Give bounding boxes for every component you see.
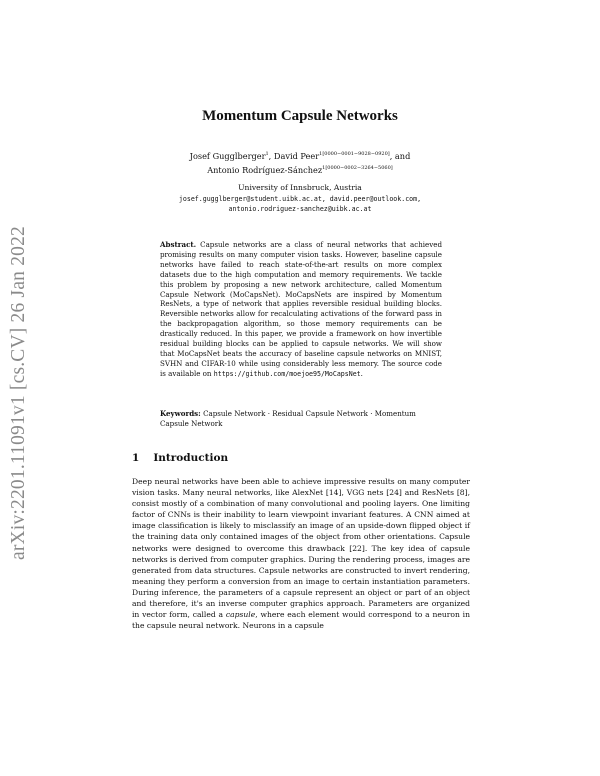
author-affil-mark: 1 bbox=[265, 151, 269, 157]
author-orcid: 1[0000−0002−3264−5060] bbox=[322, 165, 393, 171]
intro-emphasis: capsule bbox=[225, 610, 256, 620]
keywords-text: Capsule Network · Residual Capsule Network · Momentum Capsule Network bbox=[160, 409, 416, 428]
source-code-link[interactable]: https://github.com/moejoe95/MoCapsNet bbox=[213, 369, 361, 378]
intro-text: Deep neural networks have been able to achieve impressive results on many computer vision tasks. Many neural networks, like AlexNet [14], VGG nets [24] and ResNets [8], consist mostly of a combination of many convolutional and pooling layers. One limiting factor of CNNs is their inability to learn viewpoint invariant features. A CNN aimed at image classification is likely to misclassify an image of an upside-down flipped object if the training data only contained images of the object from other orientations. Capsule networks were designed to overcome this drawback [22]. The key idea of capsule networks is derived from computer graphics. During the rendering process, images are generated from data structures. Capsule networks are constructed to invert rendering, meaning they perform a conversion from an image to certain instantiation parameters. During inference, the parameters of a capsule represent an object or part of an object and therefore, it's an inverse computer graphics approach. Parameters are organized in vector form, called a bbox=[132, 477, 470, 620]
university: University of Innsbruck, Austria bbox=[238, 183, 362, 192]
abstract-text: Capsule networks are a class of neural networks that achieved promising results on many computer vision tasks. However, baseline capsule networks have failed to reach state-of-the-art results on more complex datasets due to the high computation and memory requirements. We tackle this problem by proposing a new network architecture, called Momentum Capsule Network (MoCapsNet). MoCapsNets are inspired by Momentum ResNets, a type of network that applies reversible residual building blocks. Reversible networks allow for recalculating activations of the forward pass in the backpropagation algorithm, so those memory requirements can be drastically reduced. In this paper, we provide a framework on how invertible residual building blocks can be applied to capsule networks. We will show that MoCapsNet beats the accuracy of baseline capsule networks on MNIST, SVHN and CIFAR-10 while using considerably less memory. The source code is available on bbox=[160, 240, 442, 378]
email-line-2[interactable]: antonio.rodriguez-sanchez@uibk.ac.at bbox=[228, 205, 372, 213]
keywords-label: Keywords: bbox=[160, 409, 201, 418]
author-name: Josef Gugglberger bbox=[189, 151, 266, 161]
affiliation bbox=[0, 183, 600, 215]
author-line-1 bbox=[0, 148, 600, 162]
author-line-2 bbox=[0, 162, 600, 176]
section-number: 1 bbox=[132, 452, 140, 464]
abstract-end: . bbox=[360, 368, 363, 378]
author-name: Antonio Rodríguez-Sánchez bbox=[207, 165, 323, 175]
author-list bbox=[0, 148, 600, 176]
author-sep: , and bbox=[389, 151, 411, 161]
intro-text-end: , where each element would correspond to a neuron in the capsule neural network. Neurons in a capsule bbox=[132, 610, 470, 631]
email-line-1[interactable]: josef.gugglberger@student.uibk.ac.at, david.peer@outlook.com, bbox=[178, 194, 422, 203]
abstract-label: Abstract. bbox=[160, 240, 197, 249]
abstract bbox=[160, 240, 442, 380]
author-name: , David Peer bbox=[268, 151, 320, 161]
arxiv-stamp: arXiv:2201.11091v1 [cs.CV] 26 Jan 2022 bbox=[8, 225, 29, 560]
paper-title: Momentum Capsule Networks bbox=[202, 108, 398, 124]
author-orcid: 1[0000−0001−9028−0920] bbox=[319, 151, 390, 157]
section-title: Introduction bbox=[153, 452, 229, 464]
keywords bbox=[160, 409, 442, 429]
section-heading bbox=[132, 452, 228, 464]
intro-paragraph bbox=[132, 476, 470, 631]
